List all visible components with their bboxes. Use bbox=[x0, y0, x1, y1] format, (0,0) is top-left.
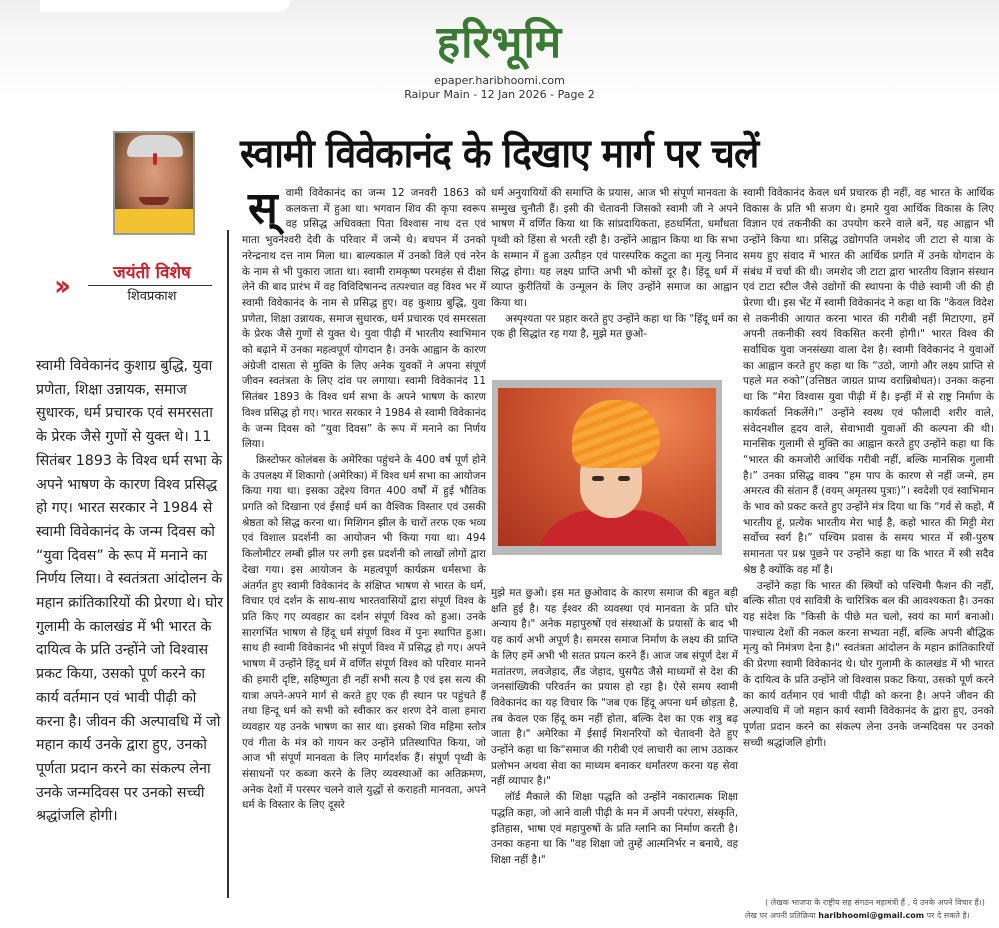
contact-prefix: लेख पर अपनी प्रतिक्रिया bbox=[745, 911, 816, 920]
vivekananda-photo bbox=[498, 388, 716, 546]
photo-turban bbox=[572, 400, 660, 468]
top-tab bbox=[40, 0, 290, 12]
drop-cap: स् bbox=[248, 183, 278, 234]
contact-suffix: पर दे सकते है। bbox=[926, 911, 970, 920]
contact-line bbox=[745, 910, 995, 921]
sidebar-excerpt: स्वामी विवेकानंद कुशाग्र बुद्धि, युवा प्रणेता, शिक्षा उन्नायक, समाज सुधारक, धर्म प्रचारक एवं समरसता के प्रेरक जैसे गुणों से युक्त थे। 11 सितंबर 1893 के विश्व धर्म सभा के अपने भाषण के कारण विश्व प्रसिद्ध हो गए। भारत सरकार ने 1984 से स्वामी विवेकानंद के जन्म दिवस को “युवा दिवस” के रूप में मनाने का निर्णय लिया। वे स्वतंत्रता आंदोलन के महान क्रांतिकारियों की प्रेरणा थे। घोर गुलामी के कालखंड में भी भारत के दायित्व के प्रति उन्होंने जो विश्वास प्रकट किया, उसको पूर्ण करने का कार्य वर्तमान एवं भावी पीढ़ी को करना है। जीवन की अल्पावधि में जो महान कार्य उनके द्वारा हुए, उनको पूर्णता प्रदान करने का संकल्प लेना उनके जन्मदिवस पर उनको सच्ची श्रद्धांजलि होगी। bbox=[36, 358, 224, 825]
paragraph: धर्म अनुयायियों की समाप्ति के प्रयास, आज भी संपूर्ण मानवता के सम्मुख चुनौती हैं। इसी की चेतावनी जिसको स्वामी जी ने अपने भाषण में वर्णित किया था कि सांप्रदायिकता, हठधर्मिता, धर्मांधता पृथ्वी को हिंसा से भरती रही है। उन्होंने आह्वान किया था कि सभा के सम्मान में हुआ उत्पीड़न एवं पारस्परिक कटुता का मृत्यु निनाद सिद्ध होगा। यह लक्ष्य प्राप्ति अभी भी कोसों दूर है। हिंदू धर्म में व्याप्त कुरीतियों के उन्मूलन के लिए उन्होंने समाज का आह्वान किया था। bbox=[491, 187, 738, 309]
section-tag: जयंती विशेष bbox=[113, 263, 191, 283]
article-column-2-bottom bbox=[491, 586, 738, 869]
photo-tilak bbox=[153, 153, 157, 165]
paragraph: उन्होंने कहा कि भारत की स्त्रियों को पश्चिमी फैशन की नहीं, बल्कि सीता एवं सावित्री के चारित्रिक बल की आवश्यकता है। उनका यह संदेश कि "किसी के पीछे मत चलो, स्वयं का मार्ग बनाओ। पाश्चात्य देशों की नकल करना सभ्यता नहीं, बल्कि अपनी बौद्धिक मृत्यु को निमंत्रण देना है।" स्वतंत्रता आंदोलन के महान क्रांतिकारियों की प्रेरणा स्वामी विवेकानंद थे। घोर गुलामी के कालखंड में भी भारत के दायित्व के प्रति उन्होंने जो विश्वास प्रकट किया, उसको पूर्ण करने का कार्य वर्तमान एवं भावी पीढ़ी को करना है। अपने जीवन की अल्पावधि में जो महान कार्य स्वामी विवेकानंद के द्वारा हुए, उनको पूर्णता प्रदान करने का संकल्प लेना उनके जन्मदिवस पर उनको सच्ची श्रद्धांजलि होगी। bbox=[743, 579, 994, 749]
vivekananda-photo-frame bbox=[492, 380, 722, 555]
article-column-1 bbox=[242, 183, 486, 814]
sidebar-divider bbox=[227, 230, 229, 898]
tag-divider bbox=[88, 285, 212, 286]
haribhoomi-logo: हरिभूमि bbox=[436, 17, 563, 68]
photo-eye bbox=[618, 476, 630, 481]
paragraph: वामी विवेकानंद का जन्म 12 जनवरी 1863 को कलकत्ता में हुआ था। भगवान शिव की कृपा स्वरूप वह प्रसिद्ध अधिवक्ता पिता विश्वास नाथ दत्त एवं माता भुवनेश्वरी देवी के परिवार में जन्मे थे। बचपन में उनको नरेन्द्रनाथ दत्त नाम मिला था। बाल्यकाल में उनको विले एवं नरेन के नाम से भी पुकारा जाता था। स्वामी रामकृष्ण परमहंस से दीक्षा लेने की बाद प्रारंभ में वह विविदिषानन्द तत्पश्चात वह विश्व भर में स्वामी विवेकानंद के नाम से प्रसिद्ध हुए। वह कुशाग्र बुद्धि, युवा प्रणेता, शिक्षा उन्नायक, समाज सुधारक, धर्म प्रचारक एवं समरसता के प्रेरक जैसे गुणों से युक्त थे। युवा पीढ़ी में भारतीय स्वाभिमान को बढ़ाने में उनका महत्वपूर्ण योगदान है। उनके आह्वान के कारण अंग्रेजी दासता से मुक्ति के लिए अनेक युवकों ने अपना संपूर्ण जीवन स्वतंत्रता के लिए दांव पर लगाया। स्वामी विवेकानंद 11 सितंबर 1893 के विश्व धर्म सभा के अपने भाषण के कारण विश्व प्रसिद्ध हो गए। भारत सरकार ने 1984 से स्वामी विवेकानंद के जन्म दिवस को “युवा दिवस” के रूप में मनाने का निर्णय लिया। bbox=[242, 187, 486, 451]
author-footnote: ( लेखक भाजपा के राष्ट्रीय सह संगठन महामंत्री हैं , ये उनके अपने विचार हैं।) bbox=[765, 898, 985, 907]
paragraph: स्वामी विवेकानंद केवल धर्म प्रचारक ही नहीं, वह भारत के आर्थिक विकास के प्रति भी सजग थे। हमारे युवा आर्थिक विकास के लिए विज्ञान एवं तकनीकी का उपयोग करने वाले बनें, यह आह्वान भी उन्होंने किया था। प्रसिद्ध उद्योगपति जमशेद जी टाटा से यात्रा के समय हुए संवाद में भारत की आर्थिक प्रगति में उनके योगदान के संबंध में चर्चा की थी। जमशेद जी टाटा द्वारा भारतीय विज्ञान संस्थान एवं टाटा स्टील जैसे उद्योगों की स्थापना के पीछे स्वामी जी की ही प्रेरणा थी। इस भेंट में स्वामी विवेकानंद ने कहा था कि "केवल विदेश से तकनीकी आयात करना भारत की गरीबी नहीं मिटाएगा, हमें अपनी तकनीकी स्वयं विकसित करनी होगी।" भारत विश्व की सर्वाधिक युवा जनसंख्या वाला देश है। स्वामी विवेकानंद ने युवाओं का आह्वान करते हुए कहा था कि “उठो, जागो और लक्ष्य प्राप्ति से पहले मत रुको”(उत्तिष्ठत जाग्रत प्राप्य वरान्निबोधत)। उनका कहना था कि “मेरा विश्वास युवा पीढ़ी में है। इन्हीं में से राष्ट्र निर्माण के कार्यकर्ता निकलेंगे।” उन्होंने स्वस्थ एवं फौलादी शरीर वाले, संवेदनशील हृदय वाले, सेवाभावी युवाओं की कल्पना की थी। मानसिक गुलामी से मुक्ति का आह्वान करते हुए उन्होंने कहा था कि “भारत की कमजोरी आर्थिक गरीबी नहीं, बल्कि मानसिक गुलामी है।” उनका प्रसिद्ध वाक्य “हम पाप के कारण से नहीं जन्मे, हम अमरत्व की संतान हैं (वयम् अमृतस्य पुत्राः)”। स्वदेशी एवं स्वाभिमान के भाव को प्रकट करते हुए उन्होंने मंत्र दिया था कि “गर्व से कहो, मैं भारतीय हूं, प्रत्येक भारतीय मेरा भाई है, कहो भारत की मिट्टी मेरा सर्वोच्च स्वर्ग है।” पश्चिम प्रवास के समय भारत में स्त्री-पुरुष समानता पर प्रश्न पूछने पर उन्होंने कहा था कि भारत में स्त्री सदैव श्रेष्ठ है क्योंकि वह माँ है। bbox=[743, 187, 994, 576]
contact-email[interactable]: haribhoomi@gmail.com bbox=[818, 911, 925, 920]
paragraph: अस्पृश्यता पर प्रहार करते हुए उन्होंने कहा था कि "हिंदू धर्म का एक ही सिद्धांत रह गया है, मुझे मत छुओ- bbox=[491, 312, 738, 341]
photo-smile bbox=[139, 197, 169, 205]
edition-info: Raipur Main - 12 Jan 2026 - Page 2 bbox=[404, 88, 595, 101]
double-chevron-right-icon: ›› bbox=[54, 269, 66, 302]
photo-eye bbox=[592, 476, 604, 481]
paragraph: लॉर्ड मैकाले की शिक्षा पद्धति को उन्होंने नकारात्मक शिक्षा पद्धति कहा, जो आने वाली पीढ़ी के मन में अपनी परंपरा, संस्कृति, इतिहास, भाषा एवं महापुरुषों के प्रति ग्लानि का निर्माण करती है। उनका कहना था कि "वह शिक्षा जो तुम्हें आत्मनिर्भर न बनाये, वह शिक्षा नहीं है।" bbox=[491, 791, 738, 866]
photo-shirt bbox=[115, 209, 193, 233]
article-column-2-top bbox=[491, 186, 738, 343]
site-url[interactable]: epaper.haribhoomi.com bbox=[434, 74, 565, 87]
author-name: शिवप्रकाश bbox=[127, 289, 177, 304]
article-headline: स्वामी विवेकानंद के दिखाए मार्ग पर चलें bbox=[240, 131, 759, 177]
paragraph: मुझे मत छुओ। इस मत छुओवाद के कारण समाज की बहुत बड़ी क्षति हुई है। यह ईश्वर की व्यवस्था एवं मानवता के प्रति घोर अन्याय है।" अनेक महापुरुषों एवं संस्थाओं के प्रयासों के बाद भी यह कार्य अभी अपूर्ण है। समरस समाज निर्माण के लक्ष्य की प्राप्ति के लिए हमें अभी भी सतत प्रयत्न करने हैं। आज जब संपूर्ण देश में मतांतरण, लवजेहाद, लैंड जेहाद, घुसपैठ जैसे माध्यमों से देश की जनसांख्यिकी परिवर्तन का प्रयास हो रहा है। ऐसे समय स्वामी विवेकानंद का यह विचार कि "जब एक हिंदू अपना धर्म छोड़ता है, तब केवल एक हिंदू कम नहीं होता, बल्कि देश का एक शत्रु बढ़ जाता है।" अमेरिका में ईसाई मिशनरियों को चेतावनी देते हुए उन्होंने कहा था कि"समाज की गरीबी एवं लाचारी का लाभ उठाकर प्रलोभन अथवा सेवा का माध्यम बनाकर धर्मांतरण करना यह सेवा नहीं व्यापार है।" bbox=[491, 587, 738, 788]
article-column-3 bbox=[743, 186, 994, 751]
paragraph: क्रिस्टोफर कोलंबस के अमेरिका पहुंचने के 400 वर्ष पूर्ण होने के उपलक्ष्य में शिकागो (अमेरिका) में विश्व धर्म सभा का आयोजन किया गया था। इसका उद्देश्य विगत 400 वर्षों में हुई भौतिक प्रगति को दिखाना एवं ईसाई धर्म का वैश्विक विस्तार एवं उसकी श्रेष्ठता को सिद्ध करना था। मिशिगन झील के चारों तरफ एक भव्य एवं विशाल प्रदर्शनी का आयोजन भी किया गया था। 494 किलोमीटर लम्बी झील पर लगी इस प्रदर्शनी को लाखों लोगों द्वारा देखा गया। इस आयोजन के महत्वपूर्ण कार्यक्रम धर्मसभा के अंतर्गत हुए स्वामी विवेकानंद के संक्षिप्त भाषण से भारत के धर्म, विचार एवं दर्शन के साथ-साथ भारतवासियों द्वारा संपूर्ण विश्व के प्रति किए गए व्यवहार का दर्शन संपूर्ण विश्व को हुआ। उनके सारगर्भित भाषण से हिंदू धर्म संपूर्ण विश्व में पुनः स्थापित हुआ। साथ ही स्वामी विवेकानंद भी संपूर्ण विश्व में प्रसिद्ध हो गए। अपने भाषण में उन्होंने हिंदू धर्म में वर्णित संपूर्ण विश्व को परिवार मानने की हमारी दृष्टि, सहिष्णुता ही नहीं सभी सत्य है एवं इस सत्य की यात्रा अपने-अपने मार्ग से करते हुए एक ही स्थान पर पहुंचते हैं तथा हिन्दू धर्म को सभी को स्वीकार कर शरण देने वाला हमारा व्यवहार यह उनके भाषण का सार था। इसको शिव महिमा स्तोत्र एवं गीता के मंत्र को गायन कर उन्होंने प्रतिस्थापित किया, जो आज भी संपूर्ण मानवता के लिए मार्गदर्शक हैं। संपूर्ण पृथ्वी के संसाधनों पर कब्जा करने के लिए व्यवस्थाओं का अतिक्रमण, अनेक देशों में परस्पर चलने वाले युद्धों से कराहती मानवता, अपने धर्म के विस्तार के लिए दूसरे bbox=[242, 453, 486, 812]
author-photo bbox=[113, 131, 195, 235]
